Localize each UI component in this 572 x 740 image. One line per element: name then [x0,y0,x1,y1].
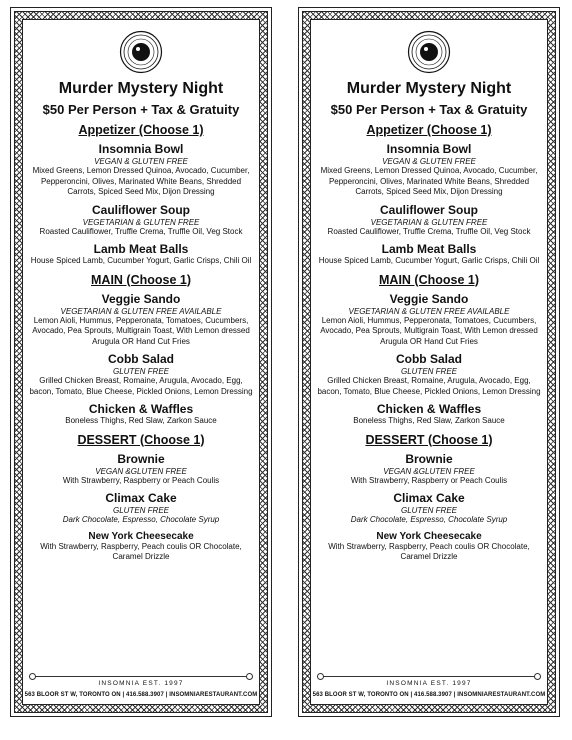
menu-card-right [298,7,560,717]
item-description: Dark Chocolate, Espresso, Chocolate Syrup [62,515,220,524]
menu-item [23,402,259,427]
item-description: With Strawberry, Raspberry, Peach coulis OR Chocolate, Caramel Drizzle [328,541,530,561]
footer-band [317,672,541,687]
item-name: New York Cheesecake [376,530,482,542]
menu-item [311,142,547,198]
section-heading: Appetizer (Choose 1) [366,123,492,137]
item-description: Mixed Greens, Lemon Dressed Quinoa, Avocado, Cucumber, Pepperoncini, Olives, Marinated White Beans, Shredded Carrots, Spiced Seed Mix, Dijon Dressing [32,166,250,196]
item-name: Cauliflower Soup [379,202,478,217]
menu-price: $50 Per Person + Tax & Gratuity [42,102,240,117]
item-dietary-tag: VEGETARIAN & GLUTEN FREE AVAILABLE [348,306,510,316]
menu-body [22,19,260,705]
footer-divider [317,676,541,677]
item-dietary-tag: VEGAN &GLUTEN FREE [383,466,475,476]
item-description: House Spiced Lamb, Cucumber Yogurt, Garlic Crisps, Chili Oil [30,256,252,265]
menu-item [23,531,259,563]
section-heading: DESSERT (Choose 1) [77,432,205,447]
item-name: Cobb Salad [107,352,174,366]
menu-item [311,452,547,487]
menu-price: $50 Per Person + Tax & Gratuity [330,102,528,117]
footer-divider [29,676,253,677]
item-name: Lamb Meat Balls [93,242,189,256]
item-dietary-tag: VEGETARIAN & GLUTEN FREE [370,217,488,227]
item-name: Cobb Salad [395,352,462,366]
footer-brand: INSOMNIA EST. 1997 [382,679,475,689]
footer-brand: INSOMNIA EST. 1997 [94,679,187,689]
item-description: Mixed Greens, Lemon Dressed Quinoa, Avocado, Cucumber, Pepperoncini, Olives, Marinated White Beans, Shredded Carrots, Spiced Seed Mix, Dijon Dressing [320,166,538,196]
item-dietary-tag: GLUTEN FREE [112,367,169,376]
menu-sections [311,123,547,563]
menu-title: Murder Mystery Night [58,80,224,97]
menu-item [311,402,547,427]
menu-item [23,292,259,348]
section-heading: MAIN (Choose 1) [91,272,191,287]
footer-ornament [317,673,324,680]
decorative-border [302,11,556,713]
item-name: Brownie [405,451,453,466]
footer-ornament [246,673,253,680]
footer-ornament [29,673,36,680]
item-description: Lemon Aioli, Hummus, Pepperonata, Tomatoes, Cucumbers, Avocado, Pea Sprouts, Multigrain Toast, With Lemon dressed Arugula OR Hand Cut Fries [320,315,538,346]
item-description: House Spiced Lamb, Cucumber Yogurt, Garlic Crisps, Chili Oil [318,256,540,265]
menu-body [310,19,548,705]
item-name: New York Cheesecake [88,530,194,542]
item-description: Lemon Aioli, Hummus, Pepperonata, Tomatoes, Cucumbers, Avocado, Pea Sprouts, Multigrain Toast, With Lemon dressed Arugula OR Hand Cut Fries [32,315,250,346]
item-description: Grilled Chicken Breast, Romaine, Arugula, Avocado, Egg, bacon, Tomato, Blue Cheese, Pickled Onions, Lemon Dressing [29,376,253,396]
eye-icon [407,30,451,74]
menu-item [23,352,259,397]
item-dietary-tag: VEGAN & GLUTEN FREE [382,157,476,166]
item-name: Chicken & Waffles [376,402,482,416]
footer-address: 563 BLOOR ST W, TORONTO ON | 416.588.3907 | INSOMNIARESTAURANT.COM [312,692,546,698]
section-heading: Appetizer (Choose 1) [78,123,204,137]
menu-item [311,352,547,397]
item-description: With Strawberry, Raspberry or Peach Coulis [350,475,508,485]
eye-icon [119,30,163,74]
item-description: Boneless Thighs, Red Slaw, Zarkon Sauce [353,416,505,425]
item-dietary-tag: VEGAN &GLUTEN FREE [95,466,187,476]
item-dietary-tag: GLUTEN FREE [400,506,457,515]
item-description: Roasted Cauliflower, Truffle Crema, Truffle Oil, Veg Stock [327,226,531,236]
item-name: Insomnia Bowl [386,142,472,156]
menu-item [311,242,547,267]
item-name: Insomnia Bowl [98,142,184,156]
item-description: Dark Chocolate, Espresso, Chocolate Syrup [350,515,508,524]
menu-sections [23,123,259,563]
item-dietary-tag: VEGAN & GLUTEN FREE [94,157,188,166]
menu-item [311,491,547,526]
item-dietary-tag: GLUTEN FREE [112,506,169,515]
footer-address: 563 BLOOR ST W, TORONTO ON | 416.588.3907 | INSOMNIARESTAURANT.COM [24,692,258,698]
footer-ornament [534,673,541,680]
item-name: Climax Cake [105,491,177,505]
item-dietary-tag: GLUTEN FREE [400,367,457,376]
menu-item [23,242,259,267]
item-name: Lamb Meat Balls [381,242,477,256]
item-name: Climax Cake [393,491,465,505]
decorative-border [14,11,268,713]
section-heading: DESSERT (Choose 1) [365,432,493,447]
item-dietary-tag: VEGETARIAN & GLUTEN FREE AVAILABLE [60,306,222,316]
menu-item [23,142,259,198]
section-heading: MAIN (Choose 1) [379,272,479,287]
item-name: Chicken & Waffles [88,402,194,416]
item-description: Boneless Thighs, Red Slaw, Zarkon Sauce [65,416,217,425]
item-name: Brownie [117,451,165,466]
menu-item [311,531,547,563]
item-name: Veggie Sando [101,291,181,306]
item-description: With Strawberry, Raspberry, Peach coulis OR Chocolate, Caramel Drizzle [40,541,242,561]
item-description: With Strawberry, Raspberry or Peach Coulis [62,475,220,485]
item-name: Cauliflower Soup [91,202,190,217]
menu-title: Murder Mystery Night [346,80,512,97]
menu-item [311,292,547,348]
item-description: Grilled Chicken Breast, Romaine, Arugula, Avocado, Egg, bacon, Tomato, Blue Cheese, Pickled Onions, Lemon Dressing [317,376,541,396]
menu-item [23,452,259,487]
item-description: Roasted Cauliflower, Truffle Crema, Truffle Oil, Veg Stock [39,226,243,236]
menu-item [23,203,259,238]
menu-item [311,203,547,238]
item-dietary-tag: VEGETARIAN & GLUTEN FREE [82,217,200,227]
menu-item [23,491,259,526]
item-name: Veggie Sando [389,291,469,306]
menu-card-left [10,7,272,717]
footer-band [29,672,253,687]
